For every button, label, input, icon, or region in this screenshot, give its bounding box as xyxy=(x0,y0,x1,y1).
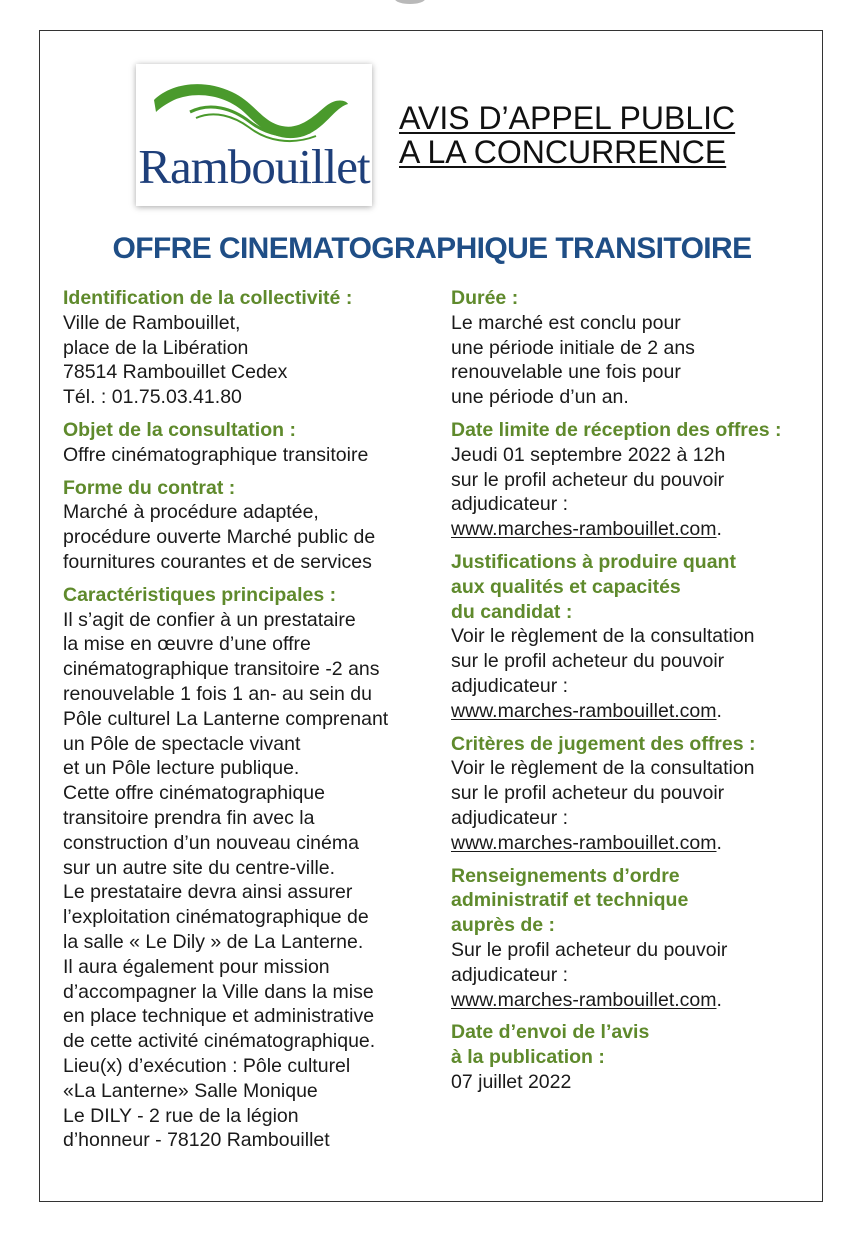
section-heading: Objet de la consultation : xyxy=(63,418,296,441)
section-text: sur le profil acheteur du pouvoir xyxy=(451,468,725,491)
section-text: fournitures courantes et de services xyxy=(63,550,372,573)
notice-section xyxy=(451,418,811,542)
notice-section xyxy=(63,583,423,1153)
marches-link[interactable]: www.marches-rambouillet.com xyxy=(451,518,717,541)
section-heading: à la publication : xyxy=(451,1046,605,1069)
section-text: Marché à procédure adaptée, xyxy=(63,501,319,524)
section-heading: Date limite de réception des offres : xyxy=(451,418,782,441)
right-column xyxy=(451,286,811,1103)
left-column xyxy=(63,286,423,1161)
section-text: d’accompagner la Ville dans la mise xyxy=(63,980,374,1003)
section-heading: Caractéristiques principales : xyxy=(63,583,337,606)
link-row xyxy=(451,699,811,724)
section-text: procédure ouverte Marché public de xyxy=(63,526,376,549)
marches-link[interactable]: www.marches-rambouillet.com xyxy=(451,988,717,1011)
section-text: Le DILY - 2 rue de la légion xyxy=(63,1104,299,1127)
section-text: Il aura également pour mission xyxy=(63,955,330,978)
marches-link[interactable]: www.marches-rambouillet.com xyxy=(451,831,717,854)
green-ribbon-icon xyxy=(150,78,360,146)
section-text: cinématographique transitoire -2 ans xyxy=(63,658,380,681)
section-text: Sur le profil acheteur du pouvoir xyxy=(451,938,728,961)
section-heading: Critères de jugement des offres : xyxy=(451,732,756,755)
section-heading: Identification de la collectivité : xyxy=(63,287,353,309)
section-text: en place technique et administrative xyxy=(63,1005,375,1028)
section-text: Jeudi 01 septembre 2022 à 12h xyxy=(451,443,726,466)
section-text: Voir le règlement de la consultation xyxy=(451,625,755,648)
link-row xyxy=(451,831,811,856)
headline-line: A LA CONCURRENCE xyxy=(399,134,727,170)
section-text: Il s’agit de confier à un prestataire xyxy=(63,608,356,631)
section-text: de cette activité cinématographique. xyxy=(63,1030,376,1053)
section-text: la salle « Le Dily » de La Lanterne. xyxy=(63,930,364,953)
link-suffix: . xyxy=(716,831,722,854)
link-row xyxy=(451,517,811,542)
section-heading: Renseignements d’ordre xyxy=(451,864,680,887)
notice-headline xyxy=(399,101,735,169)
section-text: construction d’un nouveau cinéma xyxy=(63,831,359,854)
section-text: 78514 Rambouillet Cedex xyxy=(63,361,288,384)
section-text: place de la Libération xyxy=(63,336,249,359)
section-text: adjudicateur : xyxy=(451,806,569,829)
section-text: renouvelable 1 fois 1 an- au sein du xyxy=(63,682,372,705)
section-text: la mise en œuvre d’une offre xyxy=(63,633,311,656)
notice-section xyxy=(63,418,423,468)
section-text: adjudicateur : xyxy=(451,493,569,516)
link-suffix: . xyxy=(716,988,722,1011)
offer-title: OFFRE CINEMATOGRAPHIQUE TRANSITOIRE xyxy=(112,232,752,265)
section-text: adjudicateur : xyxy=(451,963,569,986)
notice-section xyxy=(451,864,811,1013)
section-heading: Forme du contrat : xyxy=(63,476,236,499)
section-heading: Date d’envoi de l’avis xyxy=(451,1021,650,1044)
rambouillet-logo xyxy=(136,64,372,206)
section-heading: auprès de : xyxy=(451,914,556,937)
section-text: Offre cinématographique transitoire xyxy=(63,443,369,466)
section-heading: aux qualités et capacités xyxy=(451,575,681,598)
link-row xyxy=(451,988,811,1013)
notice-section xyxy=(451,286,811,410)
section-heading: Durée : xyxy=(451,287,519,309)
section-text: sur le profil acheteur du pouvoir xyxy=(451,650,725,673)
section-text: une période d’un an. xyxy=(451,386,629,409)
headline-line: AVIS D’APPEL PUBLIC xyxy=(399,100,736,136)
section-text: transitoire prendra fin avec la xyxy=(63,806,315,829)
section-heading: du candidat : xyxy=(451,600,573,623)
notice-section xyxy=(63,286,423,410)
link-suffix: . xyxy=(716,518,722,541)
section-text: Cette offre cinématographique xyxy=(63,782,325,805)
marches-link[interactable]: www.marches-rambouillet.com xyxy=(451,699,717,722)
section-heading: administratif et technique xyxy=(451,889,689,912)
section-text: et un Pôle lecture publique. xyxy=(63,757,300,780)
notice-section xyxy=(451,732,811,856)
logo-wordmark: Rambouillet xyxy=(138,139,370,194)
section-text: Pôle culturel La Lanterne comprenant xyxy=(63,707,389,730)
top-decoration xyxy=(395,0,425,4)
notice-section xyxy=(63,476,423,575)
section-text: adjudicateur : xyxy=(451,674,569,697)
section-text: sur un autre site du centre-ville. xyxy=(63,856,336,879)
section-text: renouvelable une fois pour xyxy=(451,361,681,384)
section-text: une période initiale de 2 ans xyxy=(451,336,695,359)
notice-section xyxy=(451,550,811,724)
section-text: un Pôle de spectacle vivant xyxy=(63,732,301,755)
section-text: Ville de Rambouillet, xyxy=(63,311,241,334)
section-text: 07 juillet 2022 xyxy=(451,1070,572,1093)
section-text: Le marché est conclu pour xyxy=(451,311,681,334)
section-text: Le prestataire devra ainsi assurer xyxy=(63,881,353,904)
section-text: Voir le règlement de la consultation xyxy=(451,757,755,780)
notice-section xyxy=(451,1020,811,1094)
section-heading: Justifications à produire quant xyxy=(451,550,736,573)
section-text: Lieu(x) d’exécution : Pôle culturel xyxy=(63,1054,351,1077)
section-text: d’honneur - 78120 Rambouillet xyxy=(63,1129,330,1152)
section-text: sur le profil acheteur du pouvoir xyxy=(451,782,725,805)
link-suffix: . xyxy=(716,699,722,722)
section-text: Tél. : 01.75.03.41.80 xyxy=(63,386,242,409)
section-text: «La Lanterne» Salle Monique xyxy=(63,1079,318,1102)
section-text: l’exploitation cinématographique de xyxy=(63,906,369,929)
